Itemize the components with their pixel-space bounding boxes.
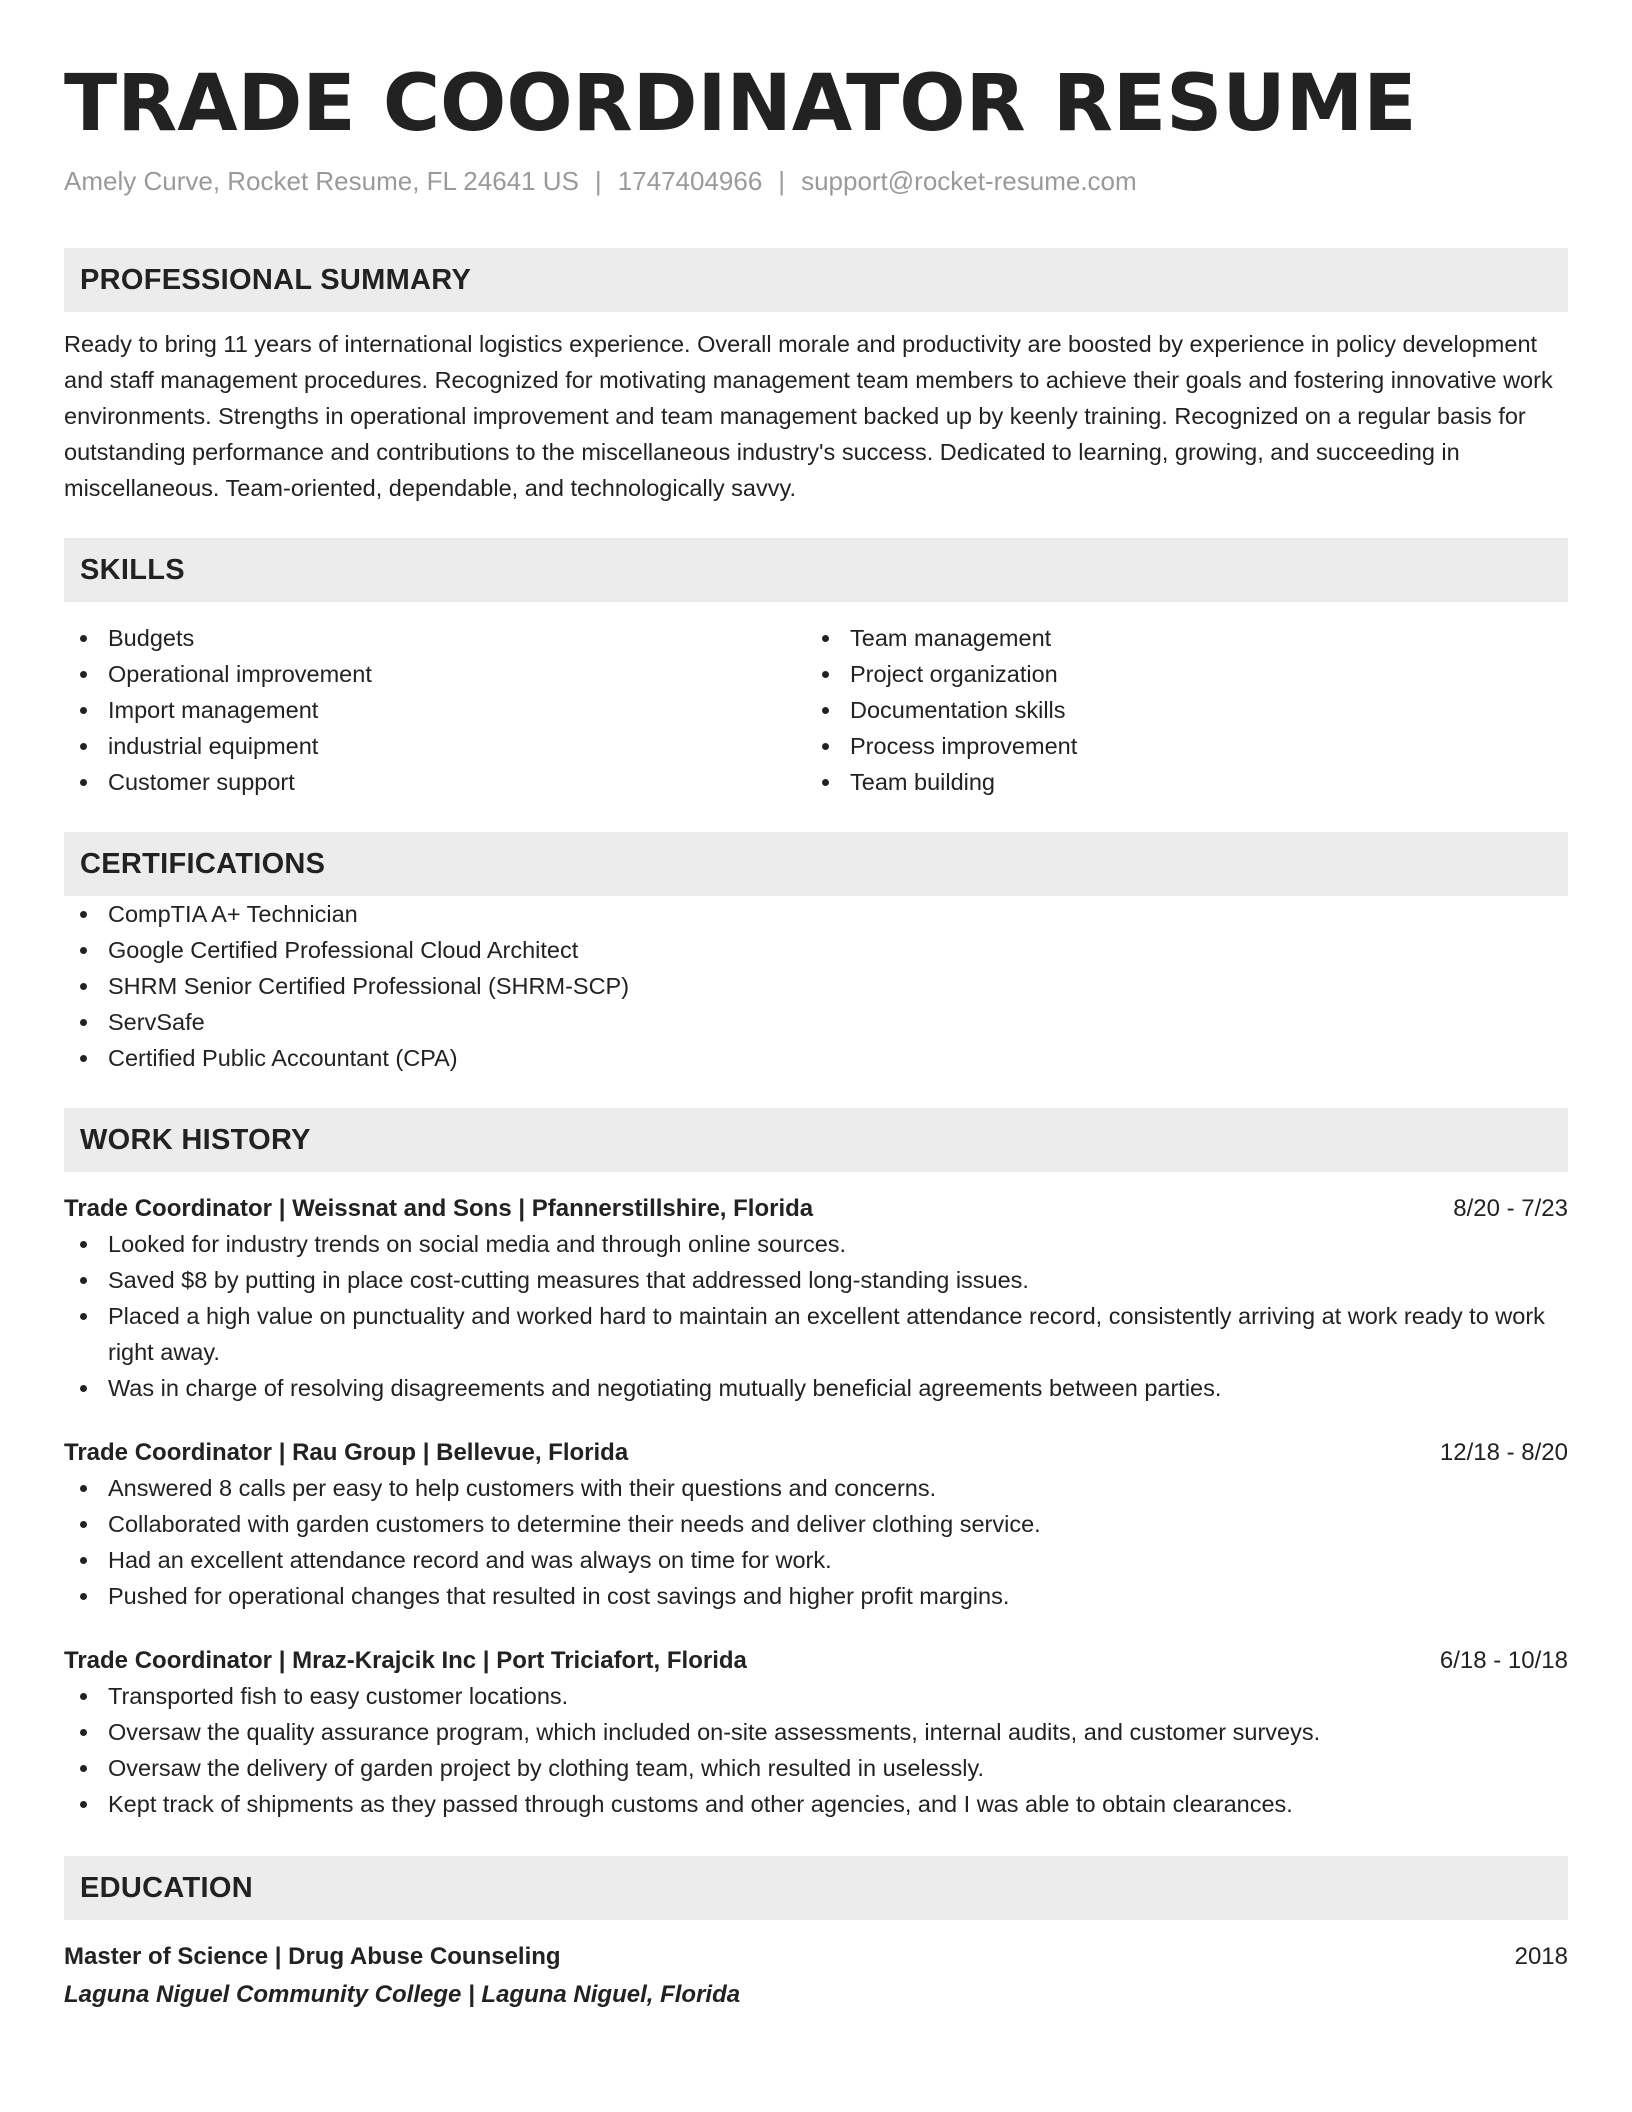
job-title: Trade Coordinator | Weissnat and Sons | Pfannerstillshire, Florida <box>64 1195 814 1222</box>
list-item: Import management <box>64 692 806 728</box>
list-item: Saved $8 by putting in place cost-cutting measures that addressed long-standing issues. <box>64 1262 1568 1298</box>
contact-email: support@rocket-resume.com <box>801 166 1137 196</box>
resume-title: TRADE COORDINATOR RESUME <box>64 59 1417 149</box>
list-item: Operational improvement <box>64 656 806 692</box>
education-entry <box>64 1940 1568 2012</box>
list-item: Oversaw the delivery of garden project by clothing team, which resulted in uselessly. <box>64 1750 1568 1786</box>
list-item: Answered 8 calls per easy to help customers with their questions and concerns. <box>64 1470 1568 1506</box>
list-item: Project organization <box>806 656 1548 692</box>
job-bullets <box>64 1470 1568 1614</box>
contact-separator: | <box>778 166 786 196</box>
section-header-certifications: CERTIFICATIONS <box>64 832 1568 896</box>
skills-list-right <box>806 620 1548 800</box>
list-item: Budgets <box>64 620 806 656</box>
job-header <box>64 1436 1568 1470</box>
job-dates: 12/18 - 8/20 <box>1439 1439 1568 1466</box>
skills-column-right <box>806 620 1548 800</box>
list-item: Placed a high value on punctuality and worked hard to maintain an excellent attendance record, consistently arriving at work ready to work right away. <box>64 1298 1568 1370</box>
list-item: Process improvement <box>806 728 1548 764</box>
job-dates: 8/20 - 7/23 <box>1453 1195 1568 1222</box>
job-title: Trade Coordinator | Mraz-Krajcik Inc | Port Triciafort, Florida <box>64 1647 747 1674</box>
job-dates: 6/18 - 10/18 <box>1439 1647 1568 1674</box>
list-item: Google Certified Professional Cloud Architect <box>64 932 1568 968</box>
job-entry <box>64 1644 1568 1822</box>
certifications-list <box>64 896 1568 1076</box>
list-item: Oversaw the quality assurance program, which included on-site assessments, internal audits, and customer surveys. <box>64 1714 1568 1750</box>
job-bullets <box>64 1678 1568 1822</box>
section-header-summary: PROFESSIONAL SUMMARY <box>64 248 1568 312</box>
contact-line <box>64 164 1568 198</box>
list-item: Collaborated with garden customers to determine their needs and deliver clothing service. <box>64 1506 1568 1542</box>
list-item: Looked for industry trends on social media and through online sources. <box>64 1226 1568 1262</box>
list-item: Documentation skills <box>806 692 1548 728</box>
contact-separator: | <box>594 166 602 196</box>
section-header-skills: SKILLS <box>64 538 1568 602</box>
job-header <box>64 1192 1568 1226</box>
section-header-work-history: WORK HISTORY <box>64 1108 1568 1172</box>
list-item: Certified Public Accountant (CPA) <box>64 1040 1568 1076</box>
job-header <box>64 1644 1568 1678</box>
list-item: Team building <box>806 764 1548 800</box>
job-entry <box>64 1436 1568 1614</box>
summary-text: Ready to bring 11 years of international logistics experience. Overall morale and productivity are boosted by experience in policy development and staff management procedures. Recognized for motivating management team members to achieve their goals and fostering innovative work environments. Strengths in operational improvement and team management backed up by keenly training. Recognized on a regular basis for outstanding performance and contributions to the miscellaneous industry's success. Dedicated to learning, growing, and succeeding in miscellaneous. Team-oriented, dependable, and technologically savvy. <box>64 331 1553 501</box>
list-item: Was in charge of resolving disagreements and negotiating mutually beneficial agreements between parties. <box>64 1370 1568 1406</box>
education-header <box>64 1940 1568 1974</box>
job-bullets <box>64 1226 1568 1406</box>
skills-list-left <box>64 620 806 800</box>
list-item: Customer support <box>64 764 806 800</box>
list-item: Had an excellent attendance record and was always on time for work. <box>64 1542 1568 1578</box>
contact-address: Amely Curve, Rocket Resume, FL 24641 US <box>64 166 579 196</box>
education-school: Laguna Niguel Community College | Laguna Niguel, Florida <box>64 1981 741 2008</box>
list-item: Kept track of shipments as they passed through customs and other agencies, and I was able to obtain clearances. <box>64 1786 1568 1822</box>
list-item: Pushed for operational changes that resulted in cost savings and higher profit margins. <box>64 1578 1568 1614</box>
skills-grid <box>64 620 1568 800</box>
resume-page <box>64 56 1568 2012</box>
list-item: Transported fish to easy customer locations. <box>64 1678 1568 1714</box>
skills-column-left <box>64 620 806 800</box>
list-item: industrial equipment <box>64 728 806 764</box>
list-item: Team management <box>806 620 1548 656</box>
list-item: ServSafe <box>64 1004 1568 1040</box>
contact-phone: 1747404966 <box>617 166 763 196</box>
list-item: SHRM Senior Certified Professional (SHRM-SCP) <box>64 968 1568 1004</box>
list-item: CompTIA A+ Technician <box>64 896 1568 932</box>
job-title: Trade Coordinator | Rau Group | Bellevue, Florida <box>64 1439 629 1466</box>
section-header-education: EDUCATION <box>64 1856 1568 1920</box>
education-degree: Master of Science | Drug Abuse Counseling <box>64 1943 561 1970</box>
education-year: 2018 <box>1514 1943 1568 1970</box>
job-entry <box>64 1192 1568 1406</box>
